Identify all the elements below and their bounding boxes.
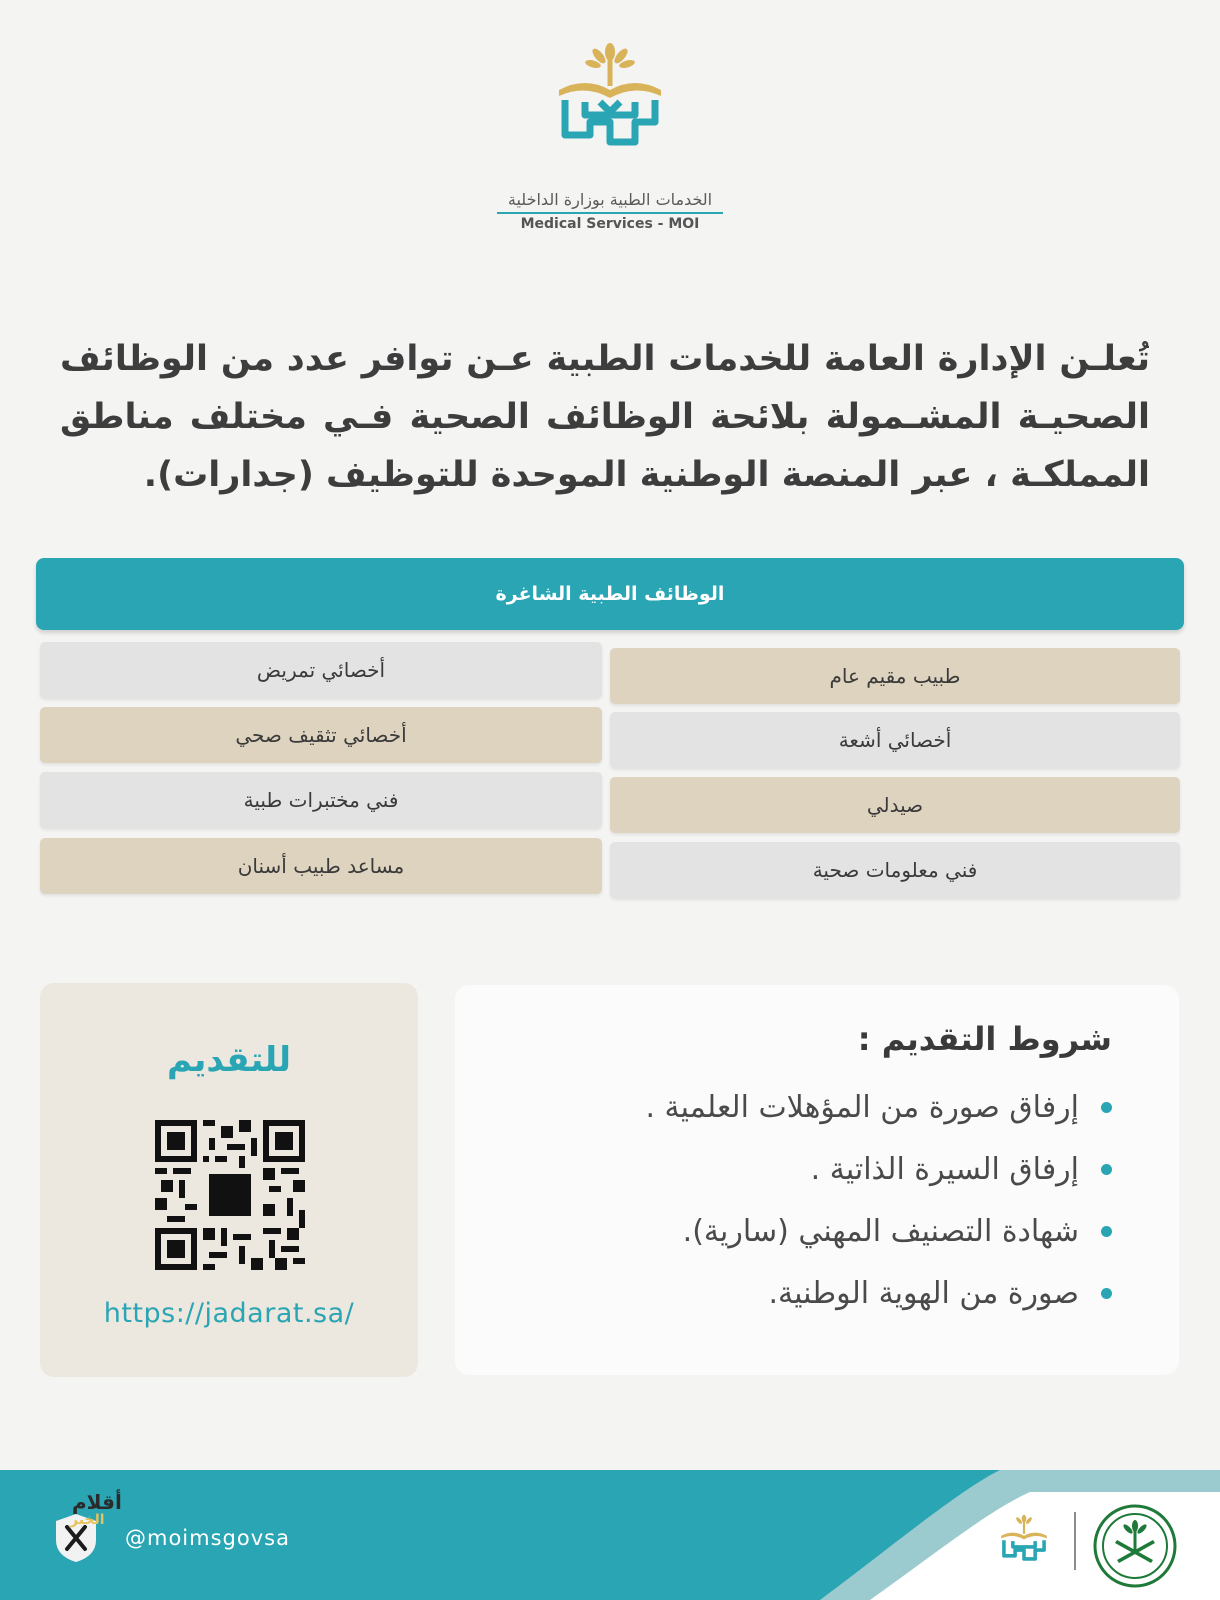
job-item: صيدلي [610,777,1180,833]
job-item: أخصائي أشعة [610,712,1180,768]
qr-code-icon[interactable] [155,1120,305,1270]
condition-item [811,1152,1112,1187]
conditions-title: شروط التقديم : [857,1020,1112,1058]
announcement-text: تُعلـن الإدارة العامة للخدمات الطبية عـن توافر عدد من الوظائف الصحيـة المشـمولة بلائحة الوظائف الصحية فـي مختلف مناطق المملكـة ، عبر المنصة الوطنية الموحدة للتوظيف (جدارات). [60,339,1150,495]
saudi-emblem-icon [1093,1504,1177,1588]
logo-arabic-name: الخدمات الطبية بوزارة الداخلية [507,190,713,209]
watermark-subtext: الخبر [70,1512,105,1528]
bullet-icon [1101,1102,1112,1113]
medical-services-logo-icon [545,40,675,150]
bullet-icon [1101,1226,1112,1237]
job-item: مساعد طبيب أسنان [40,838,602,894]
job-item: أخصائي تثقيف صحي [40,707,602,763]
logo-divider [497,212,723,214]
logo-english-name: Medical Services - MOI [520,216,700,232]
job-item: طبيب مقيم عام [610,648,1180,704]
job-item: أخصائي تمريض [40,642,602,698]
social-handle[interactable]: @moimsgovsa [125,1526,290,1550]
vacant-jobs-header: الوظائف الطبية الشاغرة [36,558,1184,630]
job-item: فني مختبرات طبية [40,772,602,828]
condition-item [683,1214,1112,1249]
job-item: فني معلومات صحية [610,842,1180,898]
watermark-text: أقلام [72,1490,122,1514]
condition-text: إرفاق السيرة الذاتية . [810,1152,1079,1187]
bullet-icon [1101,1164,1112,1175]
condition-item [768,1276,1112,1311]
jadarat-link[interactable]: https://jadarat.sa/ [103,1298,355,1329]
condition-text: إرفاق صورة من المؤهلات العلمية . [645,1090,1079,1125]
bullet-icon [1101,1288,1112,1299]
condition-text: صورة من الهوية الوطنية. [768,1276,1079,1311]
condition-item [645,1090,1112,1125]
apply-label: للتقديم [166,1040,292,1080]
footer-divider [1074,1512,1076,1570]
medical-services-logo-icon [995,1498,1053,1578]
condition-text: شهادة التصنيف المهني (سارية). [682,1214,1079,1249]
